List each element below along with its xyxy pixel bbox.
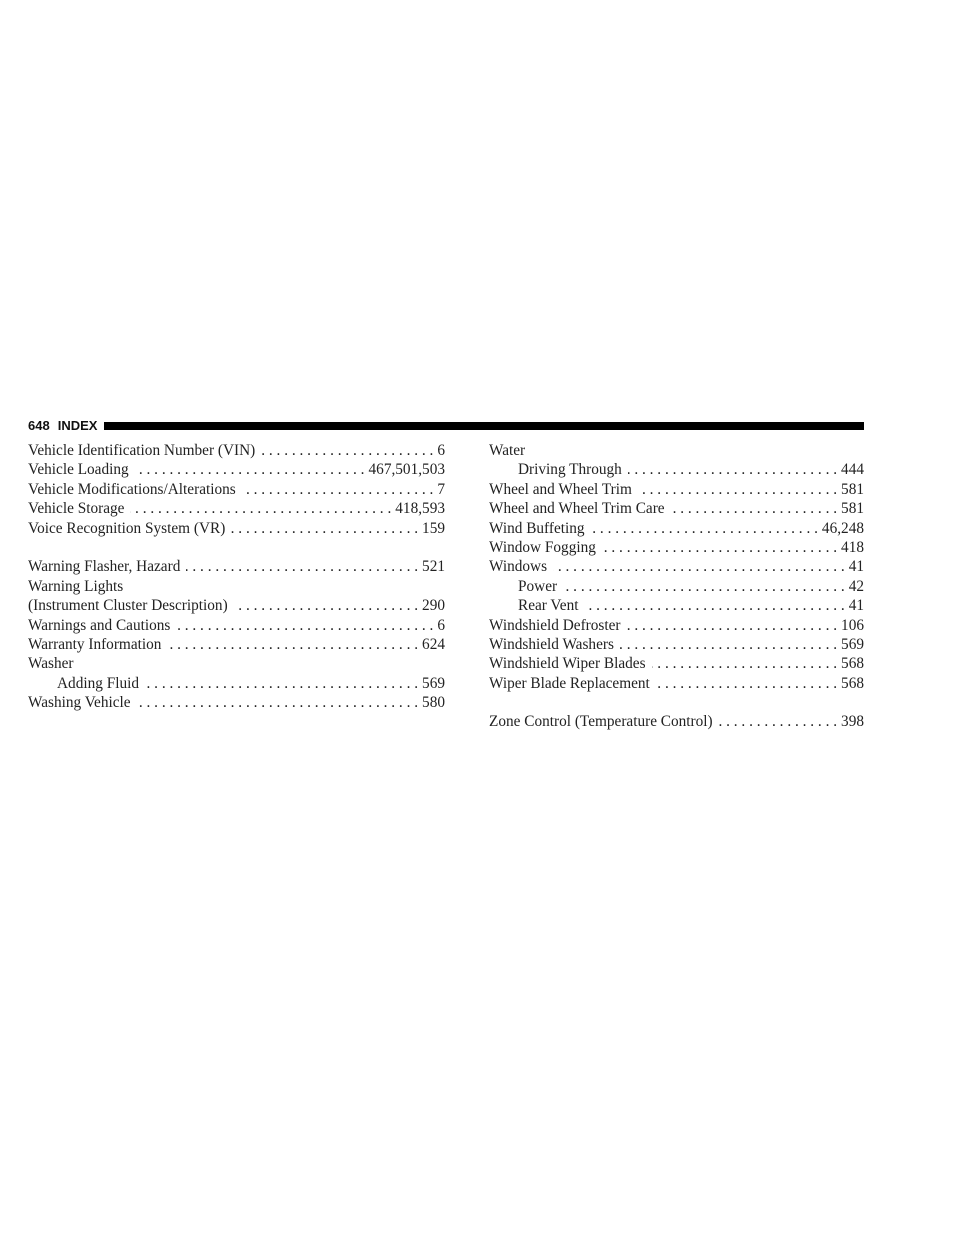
index-term: Zone Control (Temperature Control) <box>489 713 713 731</box>
leader-dots <box>145 674 418 693</box>
index-entry <box>489 557 864 576</box>
index-column-left <box>28 441 445 712</box>
index-term: Warnings and Cautions <box>28 616 171 634</box>
leader-dots <box>656 674 837 693</box>
index-page-ref: 569 <box>422 674 445 692</box>
index-term: Wiper Blade Replacement <box>489 674 650 692</box>
index-term: Washing Vehicle <box>28 694 131 712</box>
leader-dots <box>638 480 837 499</box>
section-title: INDEX <box>57 418 98 433</box>
leader-dots <box>135 460 365 479</box>
index-entry <box>489 674 864 693</box>
group-gap <box>489 693 864 712</box>
group-gap <box>28 538 445 557</box>
leader-dots <box>584 596 844 615</box>
index-entry <box>28 499 445 518</box>
index-entry <box>28 616 445 635</box>
index-page-ref: 46,248 <box>821 519 864 537</box>
index-term: Windshield Wiper Blades <box>489 655 646 673</box>
index-page-ref: 580 <box>422 694 445 712</box>
index-entry <box>489 538 864 557</box>
index-entry <box>28 635 445 654</box>
leader-dots <box>176 616 433 635</box>
index-term: Rear Vent <box>518 597 579 615</box>
index-entry <box>489 519 864 538</box>
leader-dots <box>563 577 845 596</box>
index-heading: Washer <box>28 655 74 673</box>
header-rule <box>104 422 864 430</box>
index-term: (Instrument Cluster Description) <box>28 597 228 615</box>
index-subentry <box>489 577 864 596</box>
index-page-ref: 290 <box>422 597 445 615</box>
leader-dots <box>602 538 837 557</box>
index-page-ref: 6 <box>437 442 445 459</box>
index-term: Wheel and Wheel Trim <box>489 480 632 498</box>
index-subentry <box>489 460 864 479</box>
index-page-ref: 521 <box>422 558 445 576</box>
index-term: Warranty Information <box>28 635 162 653</box>
leader-dots <box>186 557 418 576</box>
leader-dots <box>167 635 418 654</box>
index-term: Vehicle Storage <box>28 500 125 518</box>
index-term: Windows <box>489 558 548 576</box>
leader-dots <box>627 616 838 635</box>
index-entry <box>489 480 864 499</box>
index-entry <box>489 616 864 635</box>
index-entry <box>489 654 864 673</box>
index-page-ref: 418,593 <box>395 500 445 518</box>
index-term: Vehicle Identification Number (VIN) <box>28 442 256 459</box>
leader-dots <box>231 519 418 538</box>
leader-dots <box>242 480 434 499</box>
leader-dots <box>261 441 433 460</box>
page-number: 648 <box>28 418 50 433</box>
index-page-ref: 418 <box>841 538 864 556</box>
index-page-ref: 569 <box>841 635 864 653</box>
leader-dots <box>591 519 818 538</box>
index-page-ref: 106 <box>841 616 864 634</box>
index-entry <box>489 635 864 654</box>
index-entry <box>28 519 445 538</box>
index-page-ref: 7 <box>437 480 445 498</box>
leader-dots <box>652 654 838 673</box>
index-page-ref: 568 <box>841 655 864 673</box>
index-page-ref: 6 <box>437 616 445 634</box>
index-term: Vehicle Modifications/Alterations <box>28 480 236 498</box>
index-entry <box>28 596 445 615</box>
index-page-ref: 581 <box>841 500 864 518</box>
index-term: Windshield Washers <box>489 635 614 653</box>
leader-dots <box>137 693 418 712</box>
index-heading: Water <box>489 442 526 459</box>
index-entry <box>489 499 864 518</box>
leader-dots <box>719 712 837 731</box>
index-page-ref: 444 <box>841 461 864 479</box>
leader-dots <box>671 499 837 518</box>
index-entry <box>28 557 445 576</box>
index-entry <box>28 441 445 460</box>
index-term: Driving Through <box>518 461 622 479</box>
index-entry <box>28 693 445 712</box>
index-term: Adding Fluid <box>57 674 140 692</box>
index-term: Wheel and Wheel Trim Care <box>489 500 665 518</box>
page-header <box>28 418 864 434</box>
index-entry <box>489 712 864 731</box>
index-term: Voice Recognition System (VR) <box>28 519 226 537</box>
index-page-ref: 568 <box>841 674 864 692</box>
index-entry <box>28 460 445 479</box>
index-page-ref: 398 <box>841 713 864 731</box>
index-term: Vehicle Loading <box>28 461 129 479</box>
leader-dots <box>234 596 418 615</box>
leader-dots <box>628 460 837 479</box>
index-heading: Warning Lights <box>28 577 124 595</box>
index-page-ref: 41 <box>848 558 864 576</box>
index-term: Windshield Defroster <box>489 616 621 634</box>
index-page-ref: 41 <box>848 597 864 615</box>
leader-dots <box>553 557 845 576</box>
index-subentry <box>28 674 445 693</box>
index-term: Wind Buffeting <box>489 519 585 537</box>
index-term: Window Fogging <box>489 538 596 556</box>
leader-dots <box>130 499 391 518</box>
index-term: Power <box>518 577 558 595</box>
leader-dots <box>620 635 837 654</box>
index-page-ref: 624 <box>422 635 445 653</box>
index-page-ref: 467,501,503 <box>368 461 445 479</box>
index-subentry <box>489 596 864 615</box>
index-column-right <box>489 441 864 732</box>
index-page-ref: 159 <box>422 519 445 537</box>
index-page-ref: 42 <box>848 577 864 595</box>
index-entry <box>28 480 445 499</box>
index-page-ref: 581 <box>841 480 864 498</box>
index-term: Warning Flasher, Hazard <box>28 558 181 576</box>
